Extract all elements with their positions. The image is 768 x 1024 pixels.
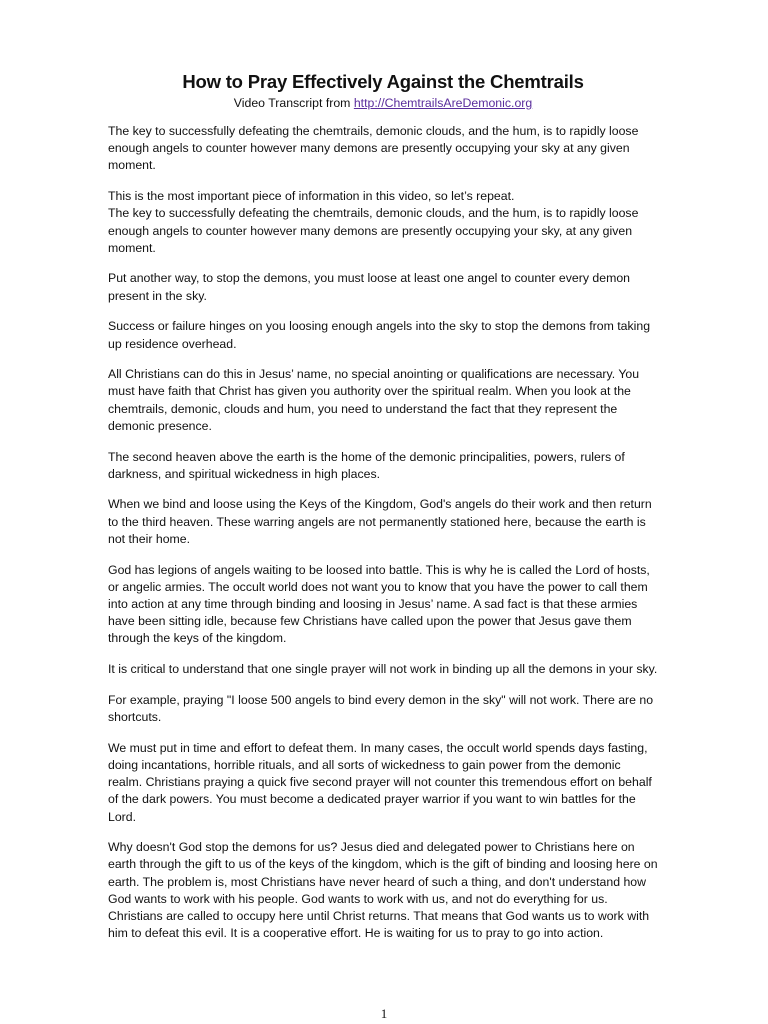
body-paragraph: The key to successfully defeating the chemtrails, demonic clouds, and the hum, is to rapidly loose enough angels to counter however many demons are presently occupying your sky at any given moment.: [108, 124, 639, 173]
page-number: 1: [380, 1006, 388, 1021]
body-paragraph: When we bind and loose using the Keys of the Kingdom, God's angels do their work and then return to the third heaven. These warring angels are not permanently stationed here, because the earth is not their home.: [108, 497, 652, 546]
body-paragraph: We must put in time and effort to defeat them. In many cases, the occult world spends days fasting, doing incantations, horrible rituals, and all sorts of wickedness to gain power from the demonic realm. Christians praying a quick five second prayer will not counter this tremendous effort on behalf of the dark powers. You must become a dedicated prayer warrior if you want to win battles for the Lord.: [108, 740, 652, 824]
subtitle-prefix: Video Transcript from: [233, 96, 354, 110]
body-paragraph: Why doesn't God stop the demons for us? Jesus died and delegated power to Christians here on earth through the gift to us of the keys of the kingdom, which is the gift of binding and loosing here on earth. The problem is, most Christians have never heard of such a thing, and don't understand how God wants to work with his people. God wants to work with us, and not do everything for us. Christians are called to occupy here until Christ returns. That means that God wants us to work with him to defeat this evil. It is a cooperative effort. He is waiting for us to pray to go into action.: [108, 840, 658, 941]
document-subtitle: [108, 95, 658, 111]
document-title: How to Pray Effectively Against the Chemtrails: [182, 71, 584, 92]
source-link[interactable]: http://ChemtrailsAreDemonic.org: [353, 96, 533, 110]
body-paragraph: For example, praying "I loose 500 angels to bind every demon in the sky" will not work. There are no shortcuts.: [108, 692, 654, 724]
document-body: [108, 123, 658, 942]
document-page: [108, 70, 658, 956]
body-paragraph: It is critical to understand that one single prayer will not work in binding up all the demons in your sky.: [108, 662, 658, 677]
body-paragraph: God has legions of angels waiting to be loosed into battle. This is why he is called the Lord of hosts, or angelic armies. The occult world does not want you to know that you have the power to call them into action at any time through binding and loosing in Jesus’ name. A sad fact is that these armies have been sitting idle, because few Christians have called upon the power that Jesus gave them through the keys of the kingdom.: [108, 562, 650, 646]
body-paragraph: Put another way, to stop the demons, you must loose at least one angel to counter every demon present in the sky.: [108, 271, 631, 303]
body-paragraph: Success or failure hinges on you loosing enough angels into the sky to stop the demons from taking up residence overhead.: [108, 319, 651, 351]
body-paragraph: All Christians can do this in Jesus’ name, no special anointing or qualifications are necessary. You must have faith that Christ has given you authority over the spiritual realm. When you look at the chemtrails, demonic, clouds and hum, you need to understand the fact that they represent the demonic presence.: [108, 367, 640, 433]
body-paragraph: The second heaven above the earth is the home of the demonic principalities, powers, rulers of darkness, and spiritual wickedness in high places.: [108, 449, 625, 481]
body-paragraph: This is the most important piece of information in this video, so let’s repeat. The key to successfully defeating the chemtrails, demonic clouds, and the hum, is to rapidly loose enough angels to counter however many demons are presently occupying your sky, at any given moment.: [108, 189, 639, 255]
